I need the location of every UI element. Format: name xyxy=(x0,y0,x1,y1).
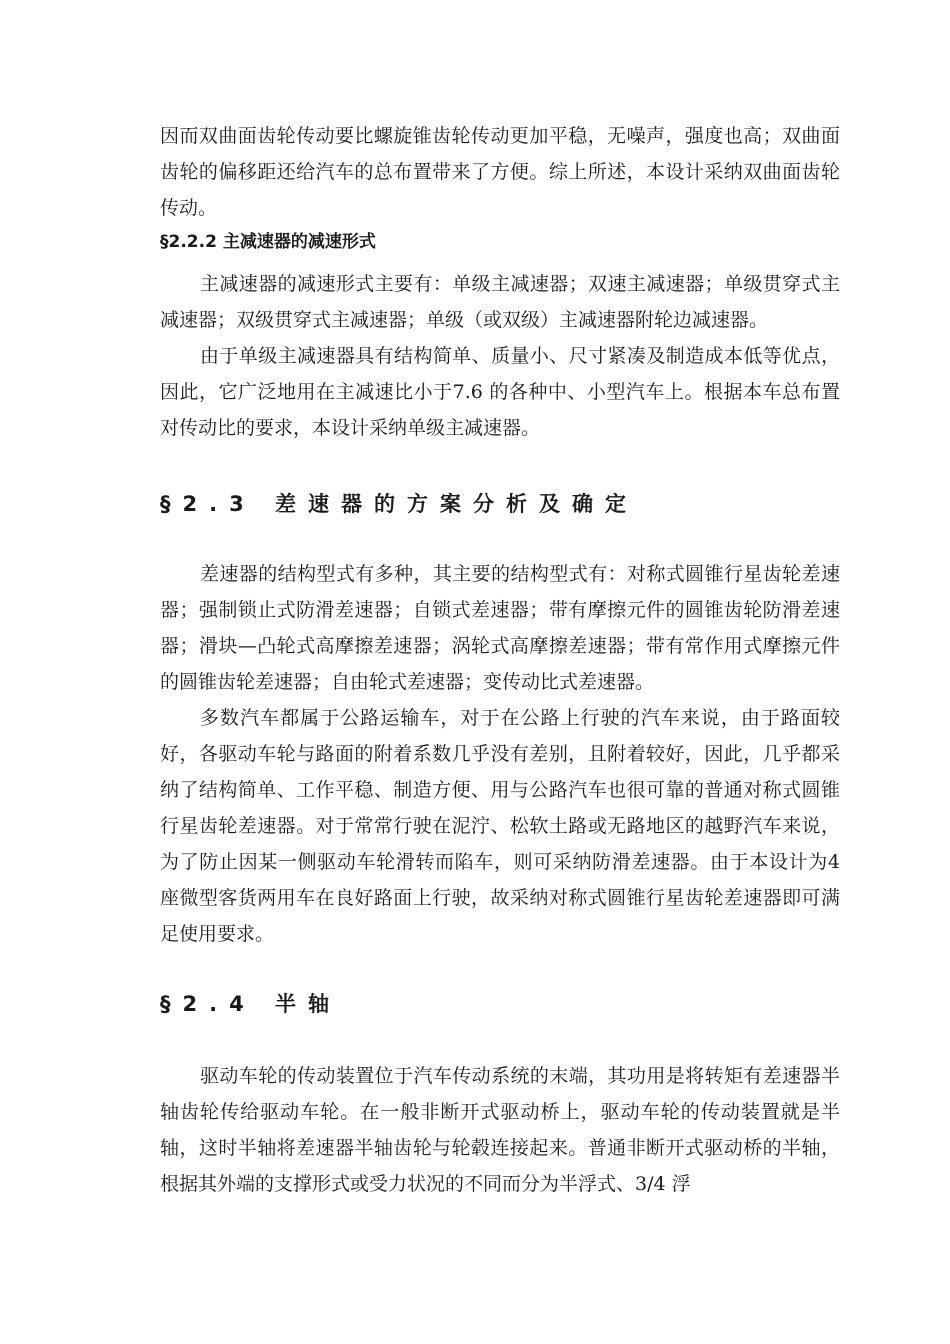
paragraph-reduction-forms: 主减速器的减速形式主要有：单级主减速器；双速主减速器；单级贯穿式主减速器；双级贯穿式主减速器；单级（或双级）主减速器附轮边减速器。 xyxy=(160,273,840,331)
paragraph-half-shaft: 驱动车轮的传动装置位于汽车传动系统的末端，其功用是将转矩有差速器半轴齿轮传给驱动车轮。在一般非断开式驱动桥上，驱动车轮的传动装置就是半轴，这时半轴将差速器半轴齿轮与轮毂连接起来。普通非断开式驱动桥的半轴，根据其外端的支撑形式或受力状况的不同而分为半浮式、3/4 浮 xyxy=(160,1065,840,1195)
section-heading-2-3: §2.3 差速器的方案分析及确定 xyxy=(160,492,639,516)
paragraph-differential-types: 差速器的结构型式有多种，其主要的结构型式有：对称式圆锥行星齿轮差速器；强制锁止式防滑差速器；自锁式差速器；带有摩擦元件的圆锥齿轮防滑差速器；滑块—凸轮式高摩擦差速器；涡轮式高摩擦差速器；带有常作用式摩擦元件的圆锥齿轮差速器；自由轮式差速器；变传动比式差速器。 xyxy=(160,563,840,693)
paragraph-intro: 因而双曲面齿轮传动要比螺旋锥齿轮传动更加平稳，无噪声，强度也高；双曲面齿轮的偏移距还给汽车的总布置带来了方便。综上所述，本设计采纳双曲面齿轮传动。 xyxy=(160,125,840,219)
section-heading-2-4: §2.4 半轴 xyxy=(160,992,342,1016)
section-heading-2-2-2: §2.2.2 主减速器的减速形式 xyxy=(160,232,376,252)
paragraph-single-stage: 由于单级主减速器具有结构简单、质量小、尺寸紧凑及制造成本低等优点，因此，它广泛地用在主减速比小于7.6 的各种中、小型汽车上。根据本车总布置对传动比的要求，本设计采纳单级主减速器。 xyxy=(160,345,840,439)
paragraph-differential-choice: 多数汽车都属于公路运输车，对于在公路上行驶的汽车来说，由于路面较好，各驱动车轮与路面的附着系数几乎没有差别，且附着较好，因此，几乎都采纳了结构简单、工作平稳、制造方便、用与公路汽车也很可靠的普通对称式圆锥行星齿轮差速器。对于常常行驶在泥泞、松软土路或无路地区的越野汽车来说，为了防止因某一侧驱动车轮滑转而陷车，则可采纳防滑差速器。由于本设计为4 座微型客货两用车在良好路面上行驶，故采纳对称式圆锥行星齿轮差速器即可满足使用要求。 xyxy=(160,707,840,945)
